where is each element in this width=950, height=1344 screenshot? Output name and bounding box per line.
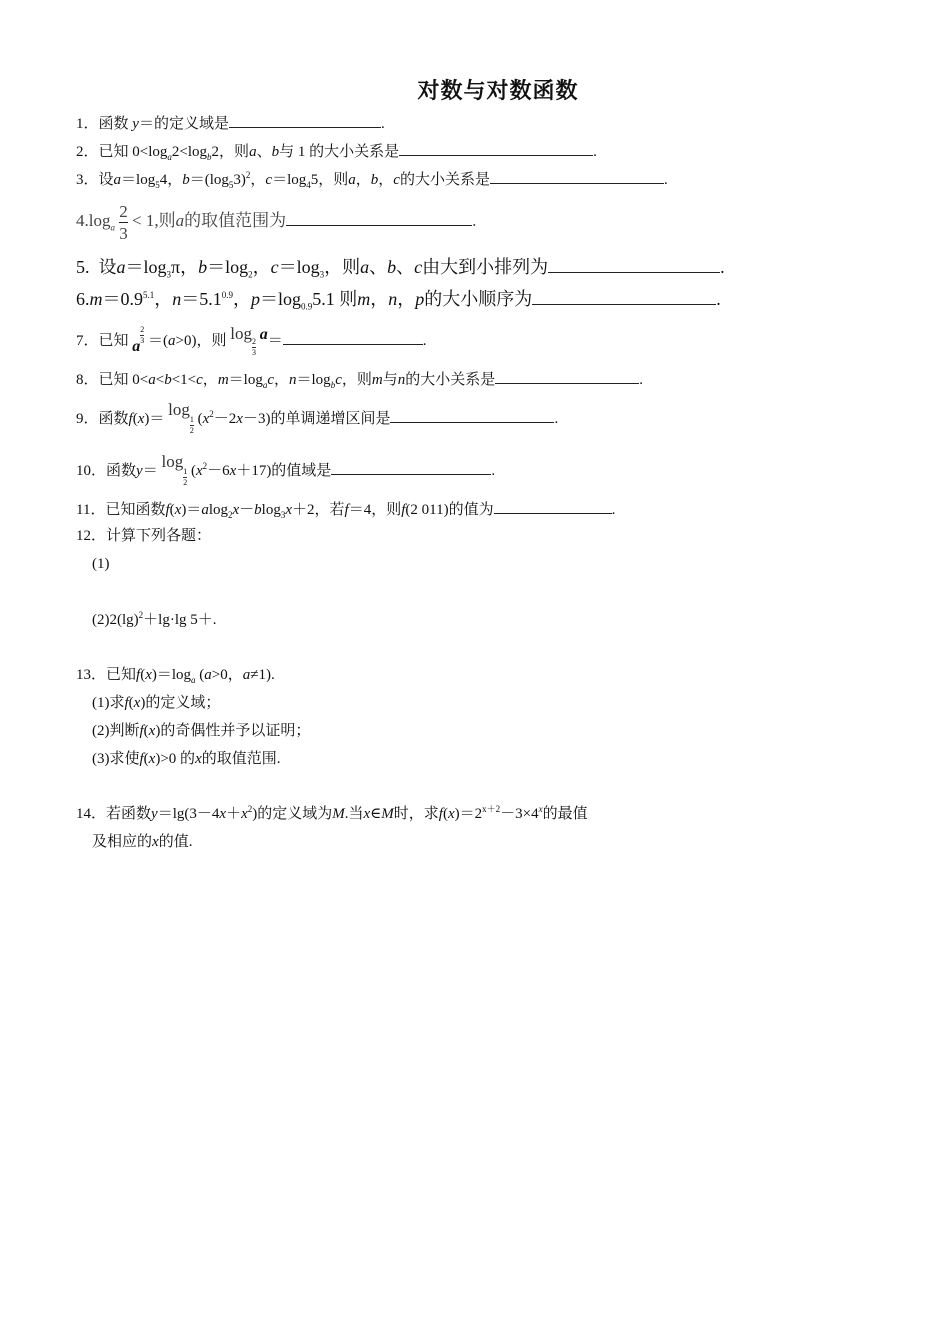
answer-blank[interactable] <box>490 168 664 184</box>
question-2: 2．已知 $0<\log_a2<\log_b2$，则a、b与 1 的大小关系是 . <box>76 140 597 162</box>
answer-blank[interactable] <box>532 286 716 305</box>
question-13-part-3: (3)求使f(x)>0 的x的取值范围. <box>92 751 281 767</box>
question-5: 5. 设$a=\log_3\pi$，$b=\log_2$，$c=\log_3$，则a、b、c由大到小排列为 . <box>76 254 725 279</box>
question-12: 12．计算下列各题： <box>76 528 212 544</box>
question-11: 11．已知函数f(x)＝alog$_2$x－blog$_3$x＋2，若f＝4，则f(2 011)的值为 . <box>76 498 615 520</box>
answer-blank[interactable] <box>399 140 593 156</box>
q-number: 1． <box>76 116 99 132</box>
question-1: 1．函数 y＝的定义域是 . <box>76 112 385 134</box>
answer-blank[interactable] <box>229 112 381 128</box>
question-10: 10．函数y＝ log $\frac{1}{2}$ $(x^2-6x+17)$的值域是 . <box>76 452 496 488</box>
answer-blank[interactable] <box>283 329 423 345</box>
fraction: $\frac{2}{3}$ <box>119 201 128 243</box>
answer-blank[interactable] <box>286 210 472 226</box>
question-8: 8．已知 0<a<b<1<c，$m=\log_ac$，$n=\log_bc$，则m与n的大小关系是 . <box>76 368 643 390</box>
answer-blank[interactable] <box>548 254 720 273</box>
question-13: 13．已知$f(x)=\log_a$ (a>0，a≠1). <box>76 667 275 685</box>
question-14: 14．若函数$y=\lg(3-4x+x^2)$的定义域为M.当x∈M时，求$f(x)=2^{x+2}-3\times 4^x$的最值 <box>76 804 588 822</box>
question-3: 3．设$a=\log_54$，$b=(\log_53)^2$，$c=\log_45$，则a，b，c的大小关系是 . <box>76 170 668 190</box>
question-13-part-1: (1)求f(x)的定义域； <box>92 695 221 711</box>
answer-blank[interactable] <box>494 498 612 514</box>
question-13-part-2: (2)判断f(x)的奇偶性并予以证明； <box>92 723 311 739</box>
question-7: 7．已知 a $\frac{2}{3}$ ＝(a>0)，则 log $\frac{2}{3}$ a＝ . <box>76 324 427 358</box>
answer-blank[interactable] <box>495 368 639 384</box>
question-12-part-2: $(2)2(\lg)^2+\lg\cdot\lg$ 5＋. <box>92 610 217 628</box>
answer-blank[interactable] <box>331 459 491 475</box>
question-4: $4.\log_a$ $\frac{2}{3}$ < 1,则a的取值范围为 . <box>76 201 477 243</box>
question-9: 9．函数f(x)＝ log $\frac{1}{2}$ $(x^2-2x-3)$的单调递增区间是 . <box>76 400 559 436</box>
question-12-part-1: (1) <box>92 556 110 572</box>
answer-blank[interactable] <box>390 407 554 423</box>
question-14-line-2: 及相应的x的值. <box>92 834 193 850</box>
question-6: $6.m=0.9^{5.1}$，$n=5.1^{0.9}$，$p=\log_{0.9}5.1$ 则m，n，p的大小顺序为 . <box>76 286 721 311</box>
page-title: 对数与对数函数 <box>417 78 579 103</box>
